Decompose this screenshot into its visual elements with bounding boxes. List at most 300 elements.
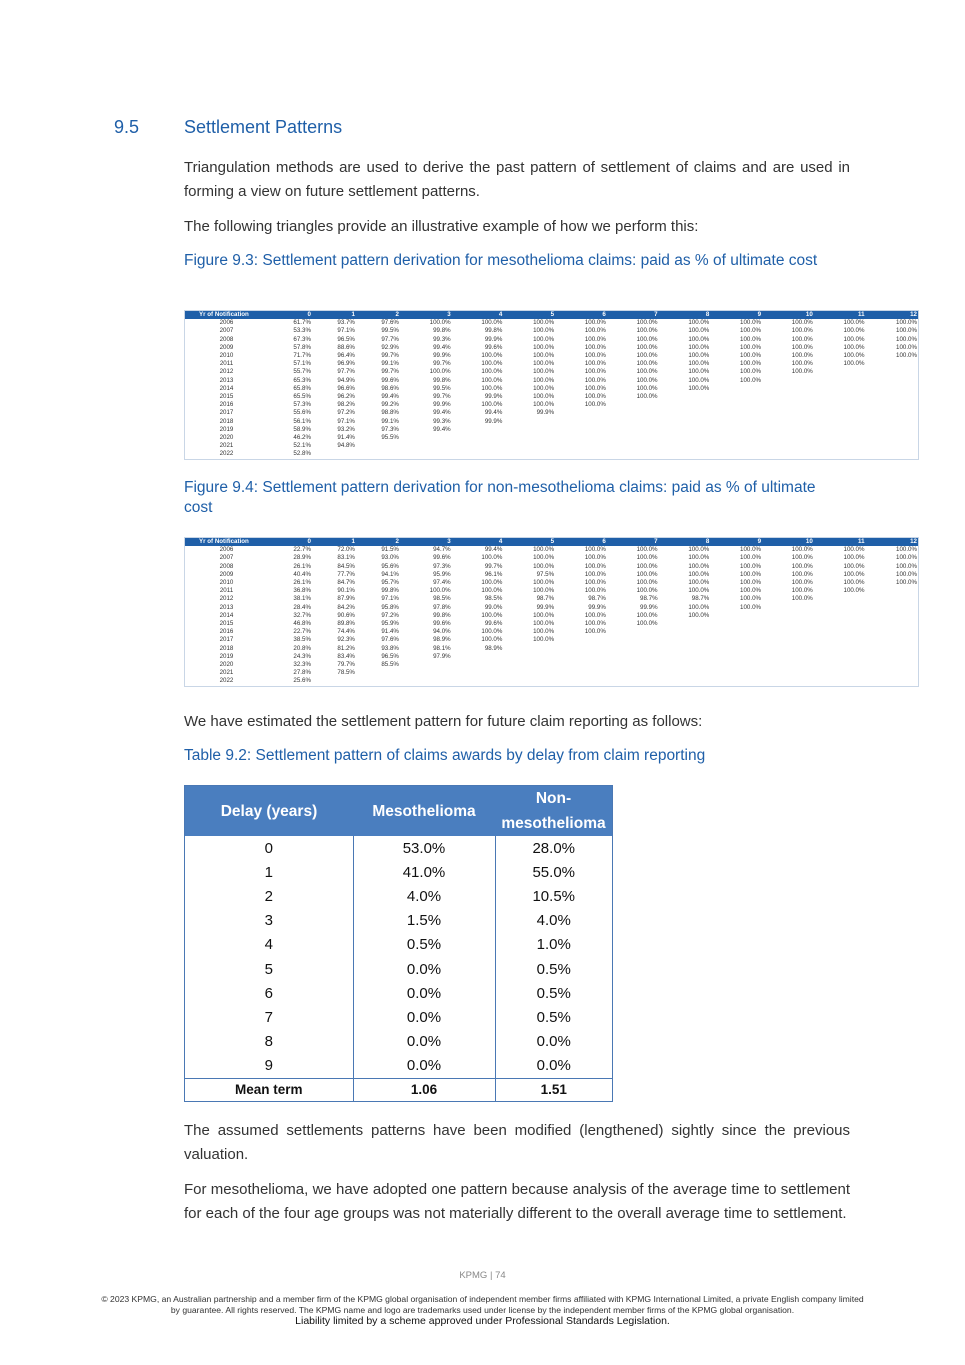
value-cell: 96.5% [381, 652, 399, 660]
value-cell [312, 450, 356, 459]
value-cell: 95.6% [381, 562, 399, 570]
value-cell [814, 368, 866, 376]
value-cell [503, 426, 555, 434]
mesothelioma-cell: 0.0% [353, 957, 495, 981]
value-cell: 96.4% [337, 352, 355, 360]
value-cell [659, 401, 711, 409]
value-cell [866, 636, 919, 644]
value-cell [866, 587, 919, 595]
value-cell [659, 628, 711, 636]
value-cell [503, 669, 555, 677]
value-cell: 100.0% [533, 587, 555, 595]
value-cell: 100.0% [740, 570, 762, 578]
value-cell: 100.0% [584, 579, 606, 587]
value-cell: 100.0% [584, 401, 606, 409]
table-row [185, 426, 919, 434]
value-cell [659, 645, 711, 653]
value-cell: 100.0% [740, 587, 762, 595]
value-cell: 100.0% [791, 570, 813, 578]
value-cell [607, 653, 659, 661]
table-row [185, 393, 919, 401]
value-cell [452, 669, 504, 677]
table-row [185, 620, 919, 628]
value-cell [814, 450, 866, 459]
value-cell: 100.0% [533, 393, 555, 401]
value-cell [607, 409, 659, 417]
value-cell: 97.2% [337, 409, 355, 417]
mean-term-value: 1.06 [353, 1078, 495, 1101]
value-cell [607, 636, 659, 644]
value-cell [866, 368, 919, 376]
value-cell: 100.0% [636, 360, 658, 368]
year-cell: 2009 [219, 570, 234, 578]
value-cell: 97.1% [337, 327, 355, 335]
section-title: Settlement Patterns [184, 117, 343, 137]
value-cell [659, 426, 711, 434]
value-cell: 100.0% [429, 587, 451, 595]
value-cell: 95.5% [381, 434, 399, 442]
value-cell [762, 385, 814, 393]
value-cell [710, 393, 762, 401]
mean-term-row [185, 1078, 613, 1101]
header-dev-1: 1 [312, 538, 356, 547]
year-cell: 2015 [219, 620, 234, 628]
value-cell [710, 677, 762, 686]
table-row [185, 450, 919, 459]
table-row [185, 368, 919, 376]
value-cell: 100.0% [688, 327, 710, 335]
header-dev-10: 10 [762, 311, 814, 320]
value-cell: 99.9% [484, 335, 503, 343]
header-dev-9: 9 [710, 311, 762, 320]
value-cell: 100.0% [584, 368, 606, 376]
value-cell [452, 677, 504, 686]
header-dev-11: 11 [814, 311, 866, 320]
value-cell: 98.7% [691, 595, 710, 603]
value-cell: 100.0% [533, 562, 555, 570]
value-cell: 98.5% [433, 595, 451, 603]
triangle-header-row [185, 538, 919, 547]
value-cell: 99.8% [484, 327, 503, 335]
value-cell [659, 442, 711, 450]
value-cell: 100.0% [740, 554, 762, 562]
value-cell [762, 669, 814, 677]
value-cell: 100.0% [636, 620, 658, 628]
value-cell [452, 653, 504, 661]
value-cell: 90.6% [337, 611, 355, 619]
value-cell: 100.0% [636, 368, 658, 376]
value-cell: 100.0% [843, 554, 865, 562]
value-cell: 100.0% [481, 376, 503, 384]
value-cell: 71.7% [293, 352, 311, 360]
table-row [185, 336, 919, 344]
value-cell: 100.0% [843, 352, 865, 360]
value-cell: 79.7% [337, 661, 355, 669]
settlement-pattern-table [184, 785, 613, 1102]
table-row [185, 385, 919, 393]
value-cell: 99.4% [484, 546, 503, 554]
non-mesothelioma-cell: 0.5% [536, 1008, 571, 1026]
value-cell [762, 393, 814, 401]
liability-notice: Liability limited by a scheme approved under Professional Standards Legislation. [295, 1315, 670, 1327]
value-cell: 100.0% [481, 368, 503, 376]
delay-cell: 7 [185, 1005, 354, 1029]
value-cell: 98.7% [588, 595, 606, 603]
value-cell: 100.0% [533, 335, 555, 343]
value-cell: 100.0% [896, 562, 917, 570]
value-cell [555, 409, 607, 417]
year-cell: 2008 [219, 335, 234, 343]
value-cell [710, 401, 762, 409]
value-cell [659, 669, 711, 677]
value-cell [710, 418, 762, 426]
header-dev-5: 5 [503, 538, 555, 547]
value-cell: 94.0% [433, 628, 451, 636]
value-cell: 100.0% [791, 562, 813, 570]
year-cell: 2014 [219, 384, 234, 392]
value-cell: 100.0% [791, 343, 813, 351]
value-cell: 89.8% [337, 620, 355, 628]
value-cell [503, 434, 555, 442]
value-cell: 100.0% [533, 579, 555, 587]
value-cell [607, 677, 659, 686]
year-cell: 2007 [219, 554, 234, 562]
value-cell [814, 661, 866, 669]
value-cell [762, 418, 814, 426]
value-cell: 25.6% [293, 677, 311, 685]
value-cell: 97.3% [381, 425, 399, 433]
header-dev-2: 2 [356, 538, 400, 547]
value-cell [866, 612, 919, 620]
value-cell: 99.9% [484, 393, 503, 401]
value-cell: 95.9% [433, 570, 451, 578]
value-cell: 100.0% [584, 376, 606, 384]
value-cell: 97.6% [381, 636, 399, 644]
value-cell: 100.0% [688, 562, 710, 570]
value-cell: 99.8% [433, 611, 451, 619]
table-row [185, 669, 919, 677]
value-cell: 96.9% [337, 360, 355, 368]
value-cell [866, 426, 919, 434]
value-cell: 100.0% [429, 319, 451, 327]
header-year-of-notification: Yr of Notification [185, 311, 269, 320]
value-cell [814, 442, 866, 450]
mesothelioma-triangle-table [184, 310, 919, 460]
value-cell: 97.9% [433, 652, 451, 660]
value-cell: 100.0% [584, 384, 606, 392]
value-cell: 100.0% [636, 384, 658, 392]
copyright-notice: © 2023 KPMG, an Australian partnership and a member firm of the KPMG global organisation of independent member firms affiliated with KPMG International Limited, a private English company limited by guarantee. All rights reserved. The KPMG name and logo are trademarks used under license by the independent member firms of the KPMG global organisation. [101, 1294, 864, 1315]
value-cell: 100.0% [636, 579, 658, 587]
header-dev-0: 0 [268, 311, 312, 320]
value-cell: 36.8% [293, 587, 311, 595]
value-cell: 81.2% [337, 644, 355, 652]
value-cell: 87.9% [337, 595, 355, 603]
value-cell: 100.0% [481, 628, 503, 636]
delay-cell: 6 [185, 981, 354, 1005]
value-cell [762, 653, 814, 661]
year-cell: 2021 [219, 442, 234, 450]
value-cell: 83.4% [337, 652, 355, 660]
delay-cell: 9 [185, 1054, 354, 1079]
header-dev-9: 9 [710, 538, 762, 547]
value-cell: 26.1% [293, 562, 311, 570]
value-cell: 97.3% [433, 562, 451, 570]
value-cell [452, 434, 504, 442]
value-cell: 98.7% [536, 595, 555, 603]
value-cell [356, 450, 400, 459]
value-cell: 99.6% [433, 554, 451, 562]
value-cell: 100.0% [533, 343, 555, 351]
value-cell: 99.4% [484, 409, 503, 417]
value-cell [659, 677, 711, 686]
value-cell: 100.0% [896, 335, 917, 343]
value-cell: 100.0% [584, 546, 606, 554]
value-cell [814, 401, 866, 409]
value-cell: 100.0% [533, 546, 555, 554]
table-row [185, 571, 919, 579]
value-cell: 84.5% [337, 562, 355, 570]
value-cell [452, 450, 504, 459]
non-mesothelioma-triangle-table [184, 537, 919, 687]
value-cell: 100.0% [533, 401, 555, 409]
value-cell: 97.7% [337, 368, 355, 376]
value-cell: 100.0% [481, 611, 503, 619]
mean-term-label: Mean term [185, 1078, 354, 1101]
mean-term-value: 1.51 [495, 1078, 613, 1101]
value-cell: 100.0% [533, 611, 555, 619]
value-cell: 96.2% [337, 393, 355, 401]
value-cell [866, 620, 919, 628]
table-row [185, 645, 919, 653]
value-cell: 100.0% [688, 579, 710, 587]
value-cell: 100.0% [584, 628, 606, 636]
value-cell [659, 636, 711, 644]
value-cell: 97.6% [381, 319, 399, 327]
value-cell [814, 653, 866, 661]
footer [100, 1294, 865, 1327]
value-cell: 100.0% [636, 393, 658, 401]
value-cell [555, 442, 607, 450]
value-cell [555, 645, 607, 653]
figure-9-4-caption: Figure 9.4: Settlement pattern derivation for non-mesothelioma claims: paid as % of ultimate cost [184, 479, 816, 516]
delay-cell: 8 [185, 1030, 354, 1054]
value-cell: 100.0% [584, 335, 606, 343]
table-row [185, 563, 919, 571]
value-cell [555, 418, 607, 426]
table-row [185, 434, 919, 442]
table-row [185, 546, 919, 554]
mesothelioma-cell: 1.5% [353, 909, 495, 933]
value-cell: 97.1% [381, 595, 399, 603]
value-cell: 99.9% [433, 352, 451, 360]
value-cell: 100.0% [533, 319, 555, 327]
value-cell: 99.7% [381, 352, 399, 360]
value-cell: 100.0% [896, 327, 917, 335]
value-cell: 32.7% [293, 611, 311, 619]
value-cell: 100.0% [636, 570, 658, 578]
year-cell: 2006 [219, 319, 234, 327]
value-cell: 100.0% [896, 554, 917, 562]
non-mesothelioma-cell: 4.0% [536, 912, 571, 930]
value-cell: 26.1% [293, 579, 311, 587]
value-cell [710, 636, 762, 644]
value-cell: 100.0% [896, 343, 917, 351]
value-cell [400, 450, 452, 459]
year-cell: 2015 [219, 393, 234, 401]
value-cell [555, 450, 607, 459]
value-cell [814, 645, 866, 653]
value-cell: 100.0% [584, 611, 606, 619]
year-cell: 2016 [219, 401, 234, 409]
table-row [185, 579, 919, 587]
delay-cell: 3 [185, 909, 354, 933]
value-cell: 100.0% [636, 554, 658, 562]
value-cell: 100.0% [584, 360, 606, 368]
value-cell [710, 409, 762, 417]
value-cell: 100.0% [740, 603, 762, 611]
value-cell [866, 595, 919, 603]
value-cell: 100.0% [533, 554, 555, 562]
value-cell [555, 653, 607, 661]
value-cell [814, 418, 866, 426]
table-row [185, 933, 613, 957]
value-cell: 100.0% [584, 562, 606, 570]
value-cell: 99.2% [381, 401, 399, 409]
value-cell: 100.0% [791, 554, 813, 562]
value-cell: 99.1% [381, 360, 399, 368]
value-cell: 99.6% [484, 343, 503, 351]
value-cell [762, 442, 814, 450]
value-cell [866, 661, 919, 669]
value-cell: 99.4% [381, 393, 399, 401]
value-cell: 100.0% [533, 368, 555, 376]
table-row [185, 1054, 613, 1079]
value-cell [659, 450, 711, 459]
value-cell [814, 677, 866, 686]
value-cell: 100.0% [740, 343, 762, 351]
value-cell: 100.0% [688, 603, 710, 611]
value-cell [762, 661, 814, 669]
table-row [185, 401, 919, 409]
header-dev-12: 12 [866, 311, 919, 320]
table-row [185, 860, 613, 884]
value-cell [866, 604, 919, 612]
value-cell [503, 645, 555, 653]
value-cell [866, 677, 919, 686]
value-cell: 100.0% [791, 360, 813, 368]
table-row [185, 884, 613, 908]
table-row [185, 360, 919, 368]
value-cell: 99.4% [433, 343, 451, 351]
value-cell [503, 418, 555, 426]
delay-cell: 0 [185, 836, 354, 860]
value-cell [452, 426, 504, 434]
value-cell [866, 401, 919, 409]
delay-cell: 1 [185, 860, 354, 884]
value-cell [356, 442, 400, 450]
table-row [185, 442, 919, 450]
value-cell: 95.7% [381, 579, 399, 587]
year-cell: 2012 [219, 368, 234, 376]
value-cell: 98.8% [381, 409, 399, 417]
value-cell: 38.5% [293, 636, 311, 644]
value-cell: 90.1% [337, 587, 355, 595]
year-cell: 2019 [219, 425, 234, 433]
year-cell: 2016 [219, 628, 234, 636]
section-number: 9.5 [114, 117, 140, 137]
value-cell [659, 653, 711, 661]
value-cell [866, 393, 919, 401]
year-cell: 2008 [219, 562, 234, 570]
header-dev-12: 12 [866, 538, 919, 547]
table-row [185, 1005, 613, 1029]
value-cell: 99.6% [433, 620, 451, 628]
value-cell [503, 653, 555, 661]
table-row [185, 909, 613, 933]
value-cell: 100.0% [481, 579, 503, 587]
value-cell [400, 677, 452, 686]
non-mesothelioma-cell: 0.0% [536, 1057, 571, 1075]
value-cell: 98.7% [640, 595, 658, 603]
table-row [185, 636, 919, 644]
non-mesothelioma-cell: 1.0% [536, 936, 571, 954]
value-cell: 100.0% [533, 352, 555, 360]
value-cell [607, 450, 659, 459]
value-cell [814, 434, 866, 442]
value-cell: 78.5% [337, 669, 355, 677]
year-cell: 2011 [219, 587, 234, 595]
value-cell: 100.0% [636, 376, 658, 384]
modified-paragraph: The assumed settlements patterns have been modified (lengthened) sightly since the previous valuation. [184, 1122, 850, 1163]
table-row [185, 587, 919, 595]
value-cell [710, 628, 762, 636]
header-dev-1: 1 [312, 311, 356, 320]
value-cell [762, 434, 814, 442]
value-cell [814, 612, 866, 620]
non-mesothelioma-cell: 28.0% [532, 839, 576, 857]
value-cell: 100.0% [584, 319, 606, 327]
value-cell: 27.8% [293, 669, 311, 677]
value-cell [555, 677, 607, 686]
value-cell: 52.8% [293, 450, 311, 458]
year-cell: 2009 [219, 343, 234, 351]
value-cell [607, 401, 659, 409]
header-non-meso-line1: Non- [535, 790, 572, 807]
value-cell [710, 653, 762, 661]
mesothelioma-cell: 0.0% [353, 1005, 495, 1029]
value-cell: 99.8% [381, 587, 399, 595]
header-dev-3: 3 [400, 311, 452, 320]
mesothelioma-cell: 0.0% [353, 1054, 495, 1079]
year-cell: 2013 [219, 603, 234, 611]
value-cell: 100.0% [740, 368, 762, 376]
mesothelioma-cell: 0.5% [353, 933, 495, 957]
value-cell [503, 677, 555, 686]
value-cell: 100.0% [481, 401, 503, 409]
value-cell: 84.2% [337, 603, 355, 611]
value-cell: 100.0% [533, 636, 555, 644]
value-cell [814, 393, 866, 401]
value-cell: 93.7% [337, 319, 355, 327]
value-cell: 22.7% [293, 628, 311, 636]
header-non-mesothelioma [495, 786, 613, 837]
value-cell: 100.0% [688, 546, 710, 554]
value-cell: 100.0% [843, 587, 865, 595]
value-cell: 98.2% [337, 401, 355, 409]
value-cell: 99.9% [433, 401, 451, 409]
mesothelioma-cell: 0.0% [353, 981, 495, 1005]
